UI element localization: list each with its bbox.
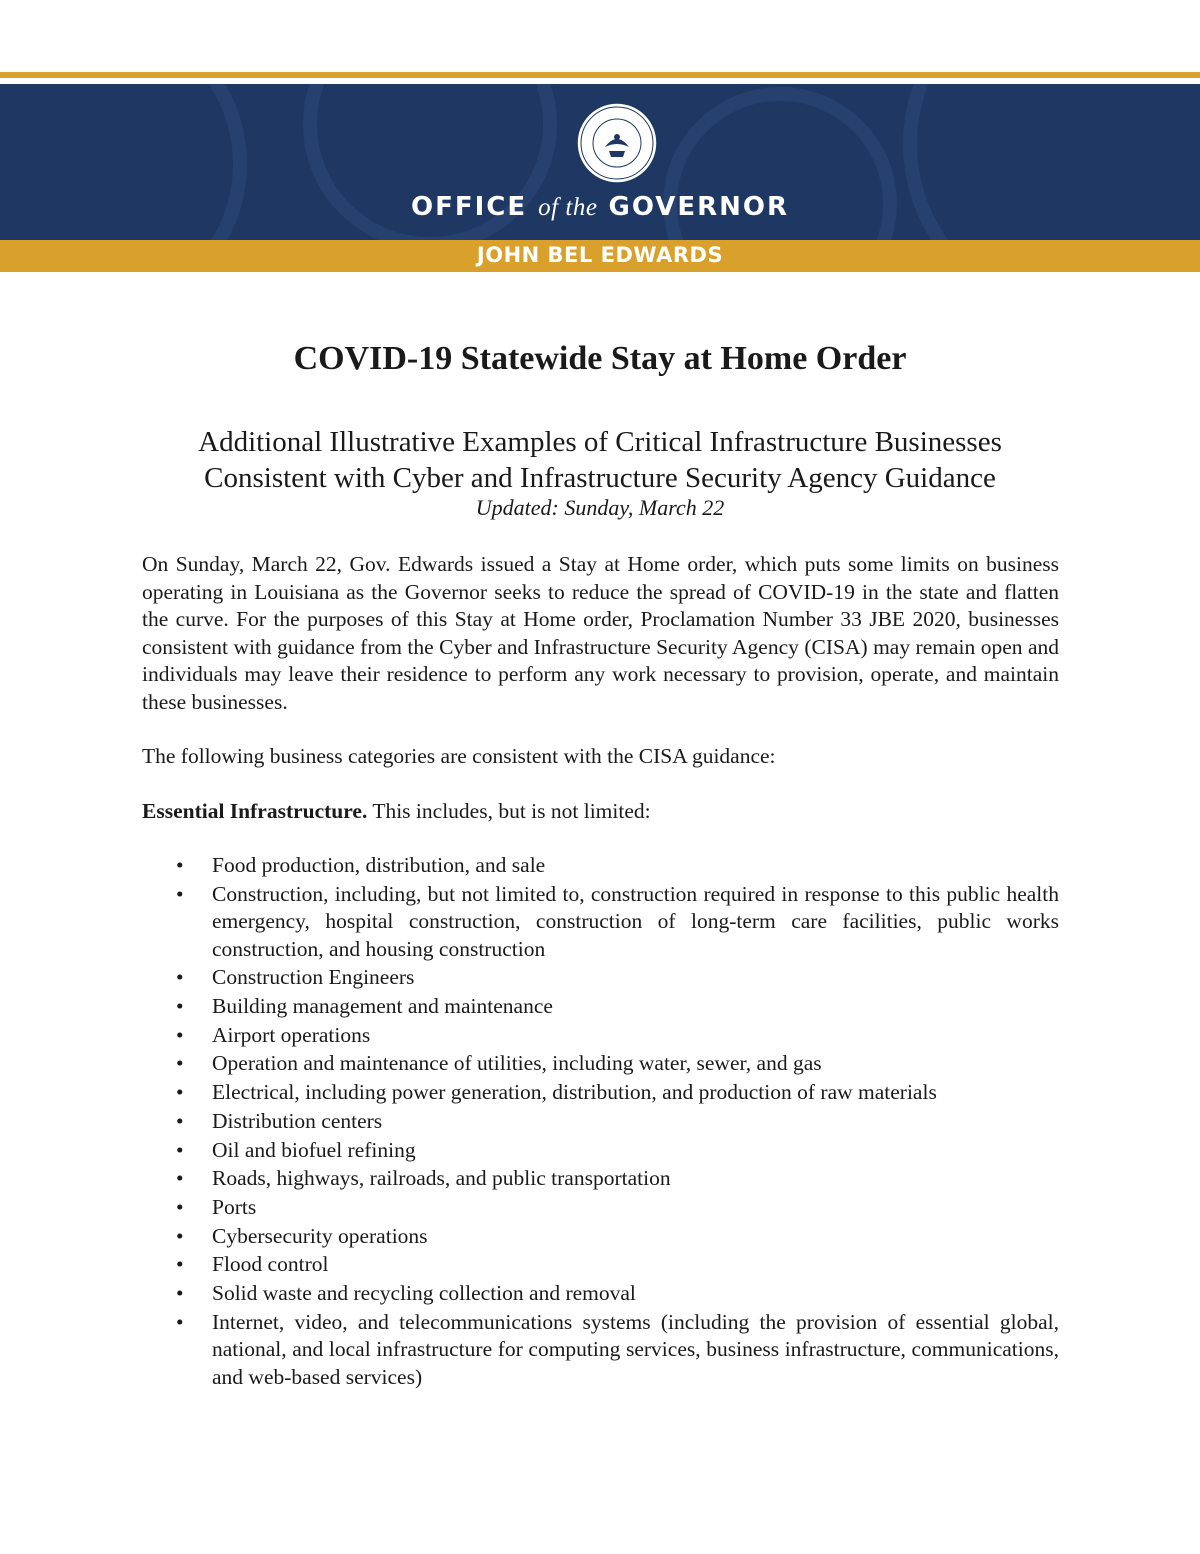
list-item [142,1079,1059,1107]
bullet-icon: • [176,1022,184,1047]
list-item [142,1137,1059,1165]
subtitle-line-2: Consistent with Cyber and Infrastructure Security Agency Guidance [204,462,996,494]
list-item-text: Operation and maintenance of utilities, including water, sewer, and gas [212,1051,822,1076]
bullet-icon: • [176,1194,184,1219]
list-item-text: Airport operations [212,1022,371,1047]
governor-name: JOHN BEL EDWARDS [476,243,724,267]
document-body [142,551,1059,1392]
updated-date: Updated: Sunday, March 22 [475,495,725,520]
bullet-icon: • [176,881,184,906]
office-prefix: OFFICE [410,192,528,222]
list-item [142,1309,1059,1392]
intro-paragraph: On Sunday, March 22, Gov. Edwards issued a Stay at Home order, which puts some limits on business operating in Louisiana as the Governor seeks to reduce the spread of COVID-19 in the state and flatten the curve. For the purposes of this Stay at Home order, Proclamation Number 33 JBE 2020, businesses consistent with guidance from the Cyber and Infrastructure Security Agency (CISA) may remain open and individuals may leave their residence to perform any work necessary to provision, operate, and maintain these businesses. [142,552,1059,714]
section-heading-bold: Essential Infrastructure. [142,798,368,823]
list-item-text: Flood control [212,1252,329,1277]
list-item [142,993,1059,1021]
bullet-icon: • [176,1166,184,1191]
list-item-text: Construction, including, but not limited to, construction required in response to this public health emergency, hospital construction, construction of long-term care facilities, public works construction, and housing construction [212,881,1059,961]
lead-paragraph: The following business categories are consistent with the CISA guidance: [142,744,776,768]
list-item [142,881,1059,964]
bullet-icon: • [176,1223,184,1248]
office-title [0,192,1200,222]
bullet-icon: • [176,965,184,990]
list-item [142,852,1059,880]
top-gold-rule [0,72,1200,78]
infrastructure-list [142,852,1059,1391]
list-item-text: Electrical, including power generation, distribution, and production of raw materials [212,1080,937,1105]
list-item-text: Internet, video, and telecommunications systems (including the provision of essential global, national, and local infrastructure for computing services, business infrastructure, communications, and web-based services) [212,1309,1059,1389]
subtitle-line-1: Additional Illustrative Examples of Critical Infrastructure Businesses [198,426,1002,458]
list-item-text: Solid waste and recycling collection and removal [212,1280,636,1305]
section-heading [142,798,1059,826]
office-mid: of the [538,194,598,221]
list-item-text: Construction Engineers [212,965,415,990]
list-item [142,1108,1059,1136]
document-subtitle [0,424,1200,496]
bullet-icon: • [176,1080,184,1105]
list-item-text: Cybersecurity operations [212,1223,428,1248]
document-title: COVID-19 Statewide Stay at Home Order [293,340,907,377]
list-item [142,1194,1059,1222]
list-item [142,1050,1059,1078]
list-item-text: Ports [212,1194,257,1219]
list-item-text: Building management and maintenance [212,994,553,1019]
list-item [142,1251,1059,1279]
list-item [142,1223,1059,1251]
state-seal-icon [575,101,659,185]
list-item [142,1165,1059,1193]
bullet-icon: • [176,853,184,877]
list-item-text: Oil and biofuel refining [212,1137,416,1162]
bullet-icon: • [176,1108,184,1133]
list-item [142,1022,1059,1050]
section-heading-text: This includes, but is not limited: [367,798,651,823]
bullet-icon: • [176,1252,184,1277]
list-item-text: Distribution centers [212,1108,383,1133]
list-item [142,964,1059,992]
list-item-text: Roads, highways, railroads, and public transportation [212,1166,671,1191]
bullet-icon: • [176,1309,184,1334]
bullet-icon: • [176,1137,184,1162]
list-item [142,1280,1059,1308]
bullet-icon: • [176,994,184,1019]
list-item-text: Food production, distribution, and sale [212,853,546,877]
bullet-icon: • [176,1051,184,1076]
office-suffix: GOVERNOR [608,192,790,222]
bullet-icon: • [176,1280,184,1305]
